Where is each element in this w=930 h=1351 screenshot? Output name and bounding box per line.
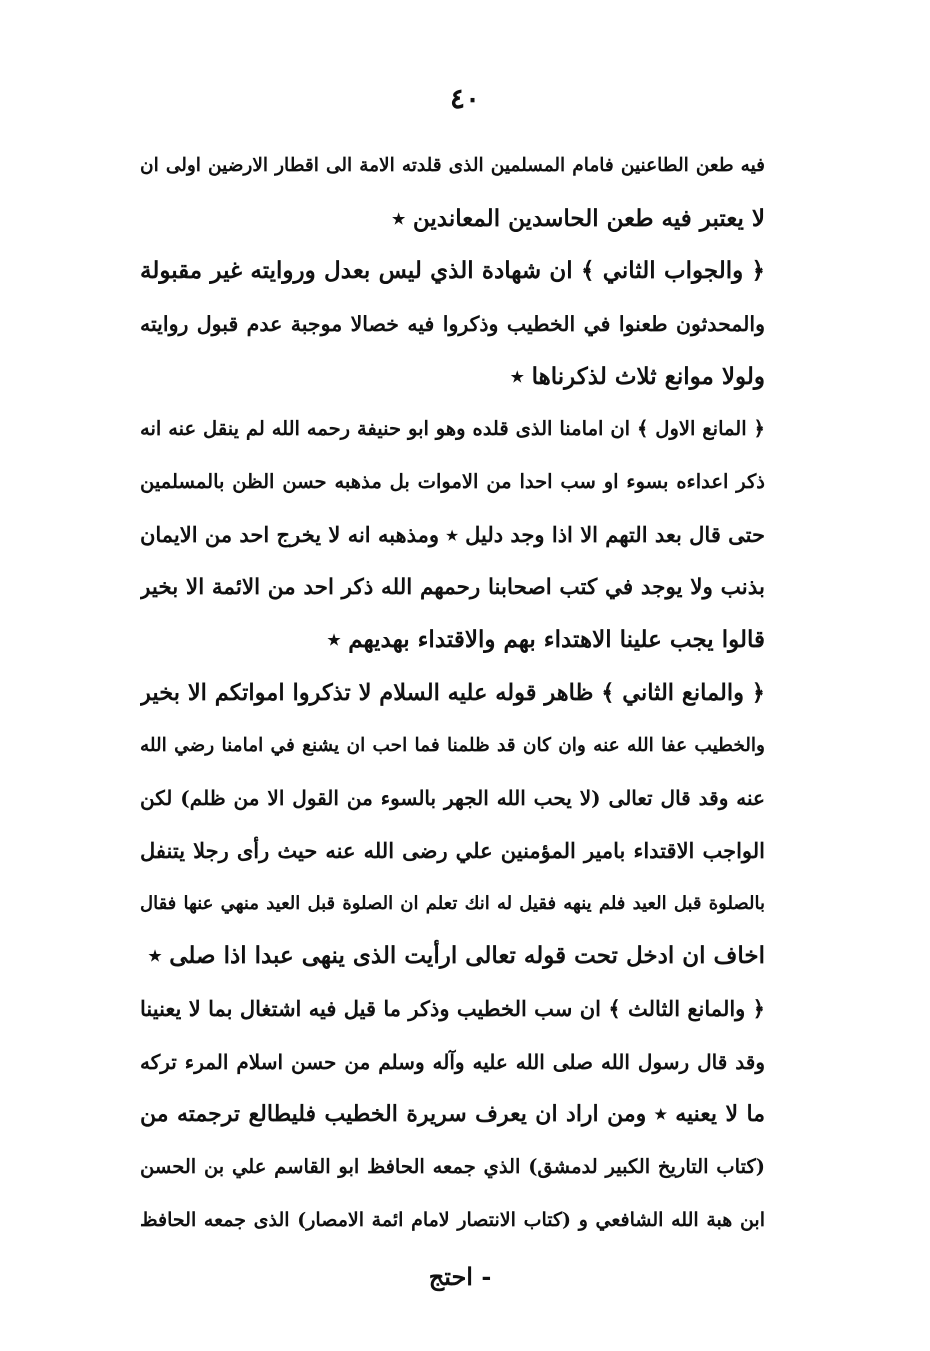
text-line: الواجب الاقتداء بامير المؤمنين علي رضى الله عنه حيث رأى رجلا يتنفل bbox=[140, 837, 765, 863]
text-line: والخطيب عفا الله عنه وان كان قد ظلمنا فما احب ان يشنع في امامنا رضي الله bbox=[140, 734, 765, 756]
text-line: ﴿ والمانع الثاني ﴾ ظاهر قوله عليه السلام لا تذكروا امواتكم الا بخير bbox=[140, 679, 765, 706]
text-line: (كتاب التاريخ الكبير لدمشق) الذي جمعه الحافظ ابو القاسم علي بن الحسن bbox=[140, 1155, 765, 1179]
text-line: قالوا يجب علينا الاهتداء بهم والاقتداء بهديهم ٭ bbox=[327, 626, 765, 654]
page-number: ٤٠ bbox=[449, 82, 481, 115]
text-line: لا يعتبر فيه طعن الحاسدين المعاندين ٭ bbox=[392, 204, 765, 232]
catchword: - احتج bbox=[428, 1262, 492, 1291]
text-line: عنه وقد قال تعالى (لا يحب الله الجهر بالسوء من القول الا من ظلم) لكن bbox=[140, 786, 765, 811]
text-line: بذنب ولا يوجد في كتب اصحابنا رحمهم الله ذكر احد من الائمة الا بخير bbox=[140, 574, 765, 600]
text-line: ولولا موانع ثلاث لذكرناها ٭ bbox=[511, 362, 765, 390]
text-line: والمحدثون طعنوا في الخطيب وذكروا فيه خصالا موجبة عدم قبول روايته bbox=[140, 312, 765, 337]
text-line: ما لا يعنيه ٭ ومن اراد ان يعرف سريرة الخطيب فليطالع ترجمته من bbox=[140, 1101, 765, 1128]
text-line: ﴿ المانع الاول ﴾ ان امامنا الذى قلده وهو ابو حنيفة رحمه الله لم ينقل عنه انه bbox=[140, 417, 765, 441]
text-line: ابن هبة الله الشافعي و (كتاب الانتصار لامام ائمة الامصار) الذى جمعه الحافظ bbox=[140, 1208, 765, 1231]
text-line: حتى قال بعد التهم الا اذا وجد دليل ٭ ومذهبه انه لا يخرج احد من الايمان bbox=[140, 521, 765, 547]
text-line: اخاف ان ادخل تحت قوله تعالى ارأيت الذى ينهى عبدا اذا صلى ٭ bbox=[148, 942, 765, 970]
text-line: فيه طعن الطاعنين فامام المسلمين الذى قلدته الامة الى اقطار الارضين اولى ان bbox=[140, 155, 765, 176]
text-line: ﴿ والمانع الثالث ﴾ ان سب الخطيب وذكر ما قيل فيه اشتغال بما لا يعنينا bbox=[140, 996, 765, 1021]
text-line: بالصلوة قبل العيد فلم ينهه فقيل له انك تعلم ان الصلوة قبل العيد منهي عنها فقال bbox=[140, 892, 765, 914]
text-body bbox=[140, 140, 765, 1246]
text-line: وقد قال رسول الله صلى الله عليه وآله وسلم من حسن اسلام المرء تركه bbox=[140, 1049, 765, 1074]
text-line: ﴿ والجواب الثاني ﴾ ان شهادة الذي ليس بعدل وروايته غير مقبولة bbox=[140, 257, 765, 285]
text-line: ذكر اعداءه بسوء او سب احدا من الاموات بل مذهبه حسن الظن بالمسلمين bbox=[140, 470, 765, 494]
